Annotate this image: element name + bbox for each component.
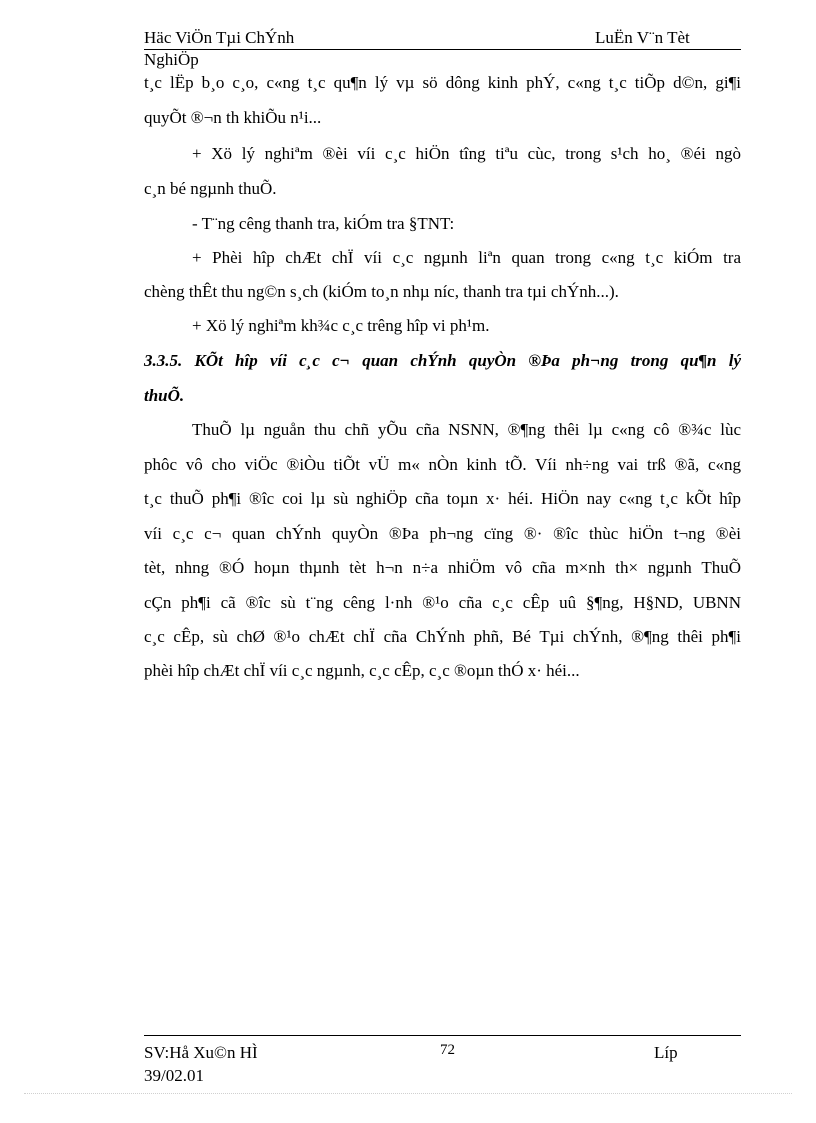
header-document-type: LuËn V¨n Tèt: [595, 28, 690, 47]
page-number: 72: [440, 1042, 455, 1058]
footer-class-code: 39/02.01: [144, 1066, 204, 1085]
paragraph-line: + Xö lý nghiªm kh¾c c¸c trêng hîp vi ph¹m.: [192, 316, 490, 335]
paragraph-line: ThuÕ lµ nguån thu chñ yÕu cña NSNN, ®¶ng thêi lµ c«ng cô ®¾c lùc: [192, 420, 741, 439]
paragraph-line: tèt, nhng ®Ó hoµn thµnh tèt h¬n n÷a nhiÖm vô cña m×nh th× ngµnh ThuÕ: [144, 558, 741, 577]
paragraph-line: c¸c cÊp, sù chØ ®¹o chÆt chÏ cña ChÝnh phñ, Bé Tµi chÝnh, ®¶ng thêi ph¶i: [144, 627, 741, 646]
paragraph-line: + Xö lý nghiªm ®èi víi c¸c hiÖn tîng tiªu cùc, trong s¹ch ho¸ ®éi ngò: [192, 144, 741, 163]
page-edge-divider: [24, 1093, 792, 1094]
footer-class-label: Líp: [654, 1043, 678, 1062]
paragraph-line: chèng thÊt thu ng©n s¸ch (kiÓm to¸n nhµ níc, thanh tra tµi chÝnh...).: [144, 282, 619, 301]
paragraph-line: - T¨ng cêng thanh tra, kiÓm tra §TNT:: [192, 214, 455, 233]
section-heading-cont: thuÕ.: [144, 386, 185, 405]
paragraph-line: víi c¸c c¬ quan chÝnh quyÒn ®Þa ph¬ng cïng ®· ®îc thùc hiÖn t¬ng ®èi: [144, 524, 741, 543]
paragraph-line: t¸c thuÕ ph¶i ®îc coi lµ sù nghiÖp cña toµn x· héi. HiÖn nay c«ng t¸c kÕt hîp: [144, 489, 741, 508]
page-header: [144, 27, 741, 50]
paragraph-line: cÇn ph¶i cã ®îc sù t¨ng cêng l·nh ®¹o cña c¸c cÊp uû §¶ng, H§ND, UBNN: [144, 593, 741, 612]
section-heading: 3.3.5. KÕt hîp víi c¸c c¬ quan chÝnh quyÒn ®Þa ph¬ng trong qu¶n lý: [144, 351, 741, 370]
paragraph-line: + Phèi hîp chÆt chÏ víi c¸c ngµnh liªn quan trong c«ng t¸c kiÓm tra: [192, 248, 741, 267]
paragraph-line: quyÕt ®¬n th khiÕu n¹i...: [144, 108, 322, 127]
paragraph-line: c¸n bé ngµnh thuÕ.: [144, 179, 277, 198]
paragraph-line: phôc vô cho viÖc ®iÒu tiÕt vÜ m« nÒn kinh tÕ. Víi nh÷ng vai trß ®ã, c«ng: [144, 455, 741, 474]
page-footer: [144, 1035, 741, 1096]
footer-student-name: SV:Hå Xu©n HÌ: [144, 1043, 258, 1062]
header-continuation: NghiÖp: [144, 50, 199, 69]
paragraph-line: phèi hîp chÆt chÏ víi c¸c ngµnh, c¸c cÊp, c¸c ®oµn thÓ x· héi...: [144, 661, 580, 680]
paragraph-line: t¸c lËp b¸o c¸o, c«ng t¸c qu¶n lý vµ sö dông kinh phÝ, c«ng t¸c tiÕp d©n, gi¶i: [144, 73, 741, 92]
header-institution: Häc ViÖn Tµi ChÝnh: [144, 28, 295, 47]
